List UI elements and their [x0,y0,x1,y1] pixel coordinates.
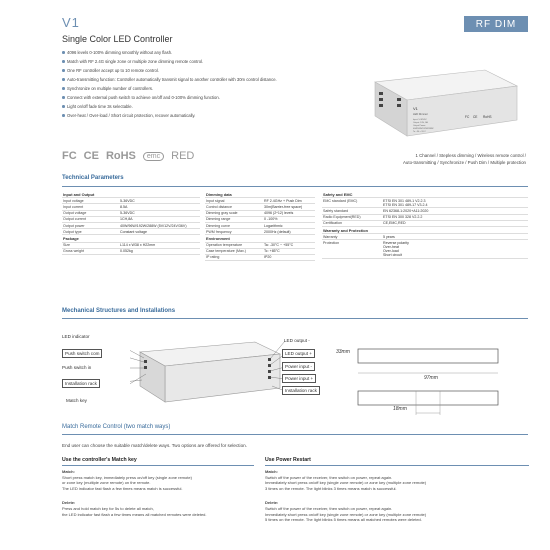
feature-list [62,48,352,120]
feature-item: Match with RF 2.4G single zone or multiple zone dimming remote control. [62,57,352,66]
rohs-logo: RoHS [105,150,136,162]
terminal-block [144,360,147,363]
spec-table-dimming [205,191,315,261]
feature-item: Connect with external push switch to achieve on/off and 0-100% dimming function. [62,93,352,102]
spec-table-safety [322,191,528,259]
emc-logo: emc [143,152,164,161]
device-spec-line: Output: 1CH, 8A [413,122,428,124]
label-led-output-minus: LED output - [284,338,310,343]
spec-key: Certification [322,220,382,226]
spec-value: 5-36VDC [119,198,200,204]
spec-key: Output current [62,216,119,222]
spec-key: Dimming gray scale [205,210,263,216]
mech-divider [62,318,528,319]
match-left-column [62,457,254,517]
tech-section-title: Technical Parameters [62,175,124,181]
terminal-block [397,98,401,101]
spec-key: Output power [62,222,119,228]
feature-item: Synchronize on multiple number of controllers. [62,84,352,93]
match-head: Match: [62,469,75,474]
dim-length-label: 97mm [424,375,438,381]
spec-key: Dimming curve [205,222,263,228]
device-rohs-mark: RoHS [483,115,492,119]
spec-value: ETSI EN 300 328 V2.2.2 [382,214,528,220]
mech-section-title: Mechanical Structures and Installations [62,308,176,314]
ce-logo: CE [83,150,99,162]
label-match-key: Match key [66,398,87,403]
spec-header: Dimming data [205,191,315,198]
terminal-block [268,376,271,379]
spec-value: 30m(Barrier-free space) [263,204,315,210]
function-summary [300,152,526,166]
spec-value: Constant voltage [119,229,200,235]
spec-value: 4096 (2^12) levels [263,210,315,216]
delete-line: Switch off the power of the receiver, then switch on power, repeat again. [265,505,393,511]
spec-value: 2000Hz (default) [263,229,315,235]
spec-key: Size [62,242,119,248]
delete-line: Press and hold match key for 5s to delete all match, [62,505,154,511]
spec-row [322,198,528,208]
spec-table-io [62,191,200,255]
match-line: Switch off the power of the receiver, then switch on power, repeat again. [265,474,393,480]
terminal-block [379,104,383,107]
spec-value: 5 years [382,234,528,240]
product-title: Single Color LED Controller [62,34,173,44]
spec-value: CE,EMC,RED [382,220,528,226]
terminal-block [144,366,147,369]
match-intro-text: End user can choose the suitable match/delete ways. Two options are offered for selection. [62,443,247,448]
spec-value: 40W/96W/192W/288W (5V/12V/24V/36V) [119,222,200,228]
match-left-title: Use the controller's Match key [62,457,137,463]
spec-header: Safety and EMC [322,191,528,198]
delete-head: Delete: [62,500,76,506]
terminal-block [397,104,401,107]
spec-value: 0 -100% [263,216,315,222]
model-name: V1 [62,15,80,30]
match-head: Match: [265,469,278,474]
label-push-switch-in: Push switch in [62,365,92,370]
rf-dim-tag: RF DIM [464,16,528,32]
delete-line: 5 times on the remote. The light blinks 5 times means all matched remotes were deleted. [265,517,422,523]
spec-header: Input and Output [62,191,200,198]
feature-item: Over-heat / Over-load / Short circuit protection, recover automatically. [62,111,352,120]
spec-value: 1CH,8A [119,216,200,222]
device-spec-line: Ta: -30~+55°C [413,131,426,133]
spec-key: EMC standard (EMC) [322,198,382,208]
match-line: Immediately short press on/off key (single zone remote) or zone key (multiple zone remote) [265,480,427,486]
delete-line: the LED indicator fast flash a few times means all matched remotes were deleted. [62,511,207,517]
spec-key: Output voltage [62,210,119,216]
spec-key: Input signal [205,198,263,204]
spec-key: Output type [62,229,119,235]
device-ce-mark: CE [473,115,478,119]
spec-value: Ta: -30°C ~ +55°C [263,242,315,248]
spec-value: ETSI EN 301 489-1 V2.2.3 ETSI EN 301 489-17 V3.2.4 [382,198,528,208]
match-line: or zone key (multiple zone remote) on the remote. [62,480,151,486]
match-line: Short press match key, immediately press on/off key (single zone remote) [62,474,192,480]
spec-key: Protection [322,240,382,258]
device-illustration [365,52,525,147]
device-spec-line: 40W/96W/192W/288W [413,128,434,130]
spec-key: IP rating [205,254,263,260]
spec-key: Input current [62,204,119,210]
fc-logo: FC [62,150,77,162]
terminal-block [379,98,383,101]
label-power-input-plus: Power input + [282,374,316,383]
feature-item: Auto-transmitting function: Controller automatically transmit signal to another controller with 30m control distance. [62,75,352,84]
spec-row [322,240,528,258]
column-divider [62,465,254,466]
match-line: The LED indicator fast flash a few times means match is successful. [62,485,183,491]
spec-row [205,254,315,260]
spec-key: Radio Equipment(RED) [322,214,382,220]
spec-key: Gross weight [62,248,119,254]
delete-head: Delete: [265,500,279,506]
label-push-switch-com: Push switch com [62,349,102,358]
top-view-outline [358,391,498,405]
device-spec-line: Output Power: [413,125,426,127]
spec-value: Reverse polarity Over-heat Over-load Short circuit [382,240,528,258]
spec-value: 0.052kg [119,248,200,254]
spec-value: L114 x W38 x H22mm [119,242,200,248]
terminal-block [268,370,271,373]
spec-value: RF 2.4GHz + Push Dim [263,198,315,204]
feature-item: One RF controller accept up to 10 remote control. [62,66,352,75]
dim-height-label: 33mm [336,349,350,355]
dimension-drawing [328,343,528,428]
spec-key: Warranty [322,234,382,240]
spec-key: Input voltage [62,198,119,204]
device-label-model: V1 [413,106,418,111]
column-divider [265,465,529,466]
side-view-outline [358,349,498,363]
spec-value: Tc: +85°C [263,248,315,254]
spec-value: Logarithmic [263,222,315,228]
spec-value: 8.5A [119,204,200,210]
match-line: 3 times on the remote. The light blinks 3 times means match is successful. [265,485,397,491]
spec-key: Dimming range [205,216,263,222]
label-installation-rack-left: Installation rack [62,379,100,388]
certification-logos [62,150,194,162]
match-section-title: Match Remote Control (two match ways) [62,424,171,430]
spec-value: EN 62368-1:2020+A11:2020 [382,208,528,214]
red-logo: RED [171,150,195,162]
tech-divider [62,186,528,187]
feature-item: Light on/off fade time 3s selectable. [62,102,352,111]
function-line: Auto-transmitting / Synchronize / Push Dim / Multiple protection [403,160,526,165]
spec-key: Case temperature (Max.) [205,248,263,254]
device-label-name: LED Dimmer [413,113,428,116]
feature-item: 4096 levels 0-100% dimming smoothly without any flash. [62,48,352,57]
label-installation-rack-right: Installation rack [282,386,320,395]
spec-key: Operation temperature [205,242,263,248]
spec-value: IP20 [263,254,315,260]
spec-key: PWM frequency [205,229,263,235]
dim-width-label: 18mm [393,406,407,412]
delete-line: Immediately short press on/off key (single zone remote) or zone key (multiple zone remote) [265,511,427,517]
function-line: 1 Channel / Stepless dimming / Wireless remote control / [415,153,526,158]
terminal-block [379,92,383,95]
label-power-input-minus: Power input - [282,362,315,371]
spec-value: 5-36VDC [119,210,200,216]
device-fc-mark: FC [465,115,470,119]
match-divider [62,434,528,435]
spec-key: Control distance [205,204,263,210]
spec-key: Safety standard [322,208,382,214]
mech-device-drawing [130,330,290,415]
label-led-indicator: LED indicator [62,334,90,339]
label-led-output-plus: LED output + [282,349,315,358]
match-right-title: Use Power Restart [265,457,311,463]
spec-row [62,248,200,254]
spec-header: Warranty and Protection [322,226,528,233]
spec-header: Environment [205,235,315,242]
spec-header: Package [62,235,200,242]
device-spec-line: Input: 5-36VDC [413,119,427,121]
match-right-column [265,457,529,523]
